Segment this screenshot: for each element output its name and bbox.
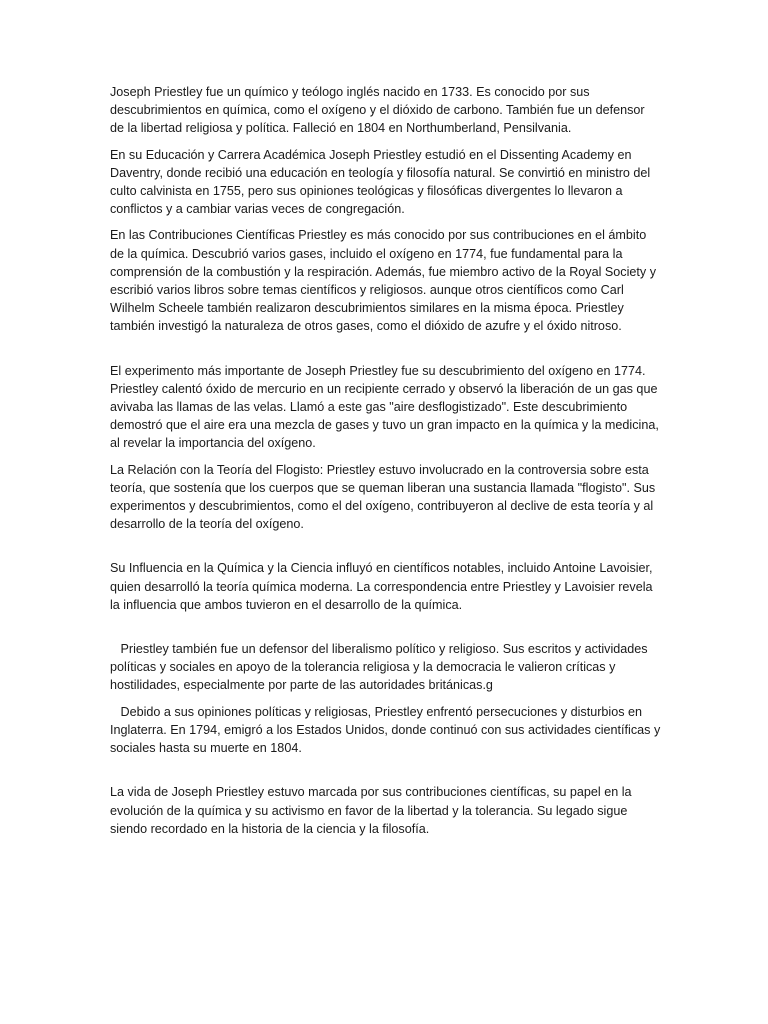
- paragraph-introduction: Joseph Priestley fue un químico y teólogo inglés nacido en 1733. Es conocido por sus descubrimientos en química, como el oxígeno y el dióxido de carbono. También fue un defensor de la libertad religiosa y política. Falleció en 1804 en Northumberland, Pensilvania.: [110, 85, 645, 136]
- document-page: [110, 83, 662, 838]
- paragraph-oxygen-experiment: El experimento más importante de Joseph Priestley fue su descubrimiento del oxígeno en 1774. Priestley calentó óxido de mercurio en un recipiente cerrado y observó la liberación de un gas que avivaba las llamas de las velas. Llamó a este gas "aire desflogistizado". Este descubrimiento demostró que el aire era una mezcla de gases y tuvo un gran impacto en la química y la medicina, al revelar la importancia del oxígeno.: [110, 363, 659, 451]
- paragraph-liberalism: Priestley también fue un defensor del liberalismo político y religioso. Sus escritos y actividades políticas y sociales en apoyo de la tolerancia religiosa y la democracia le valieron críticas y hostilidades, especialmente por parte de las autoridades británicas.g: [110, 642, 652, 693]
- paragraph-phlogiston: La Relación con la Teoría del Flogisto: Priestley estuvo involucrado en la controversia sobre esta teoría, que sostenía que los cuerpos que se queman liberan una sustancia llamada "flogisto". Sus experimentos y descubrimientos, como el del oxígeno, contribuyeron al declive de esta teoría y al desarrollo de la teoría del oxígeno.: [110, 462, 656, 532]
- paragraph-education: En su Educación y Carrera Académica Joseph Priestley estudió en el Dissenting Academy en Daventry, donde recibió una educación en teología y filosofía natural. Se convirtió en ministro del culto calvinista en 1755, pero sus opiniones teológicas y filosóficas divergentes lo llevaron a conflictos y a cambiar varias veces de congregación.: [110, 147, 651, 217]
- paragraph-persecution: Debido a sus opiniones políticas y religiosas, Priestley enfrentó persecuciones y disturbios en Inglaterra. En 1794, emigró a los Estados Unidos, donde continuó con sus actividades científicas y sociales hasta su muerte en 1804.: [110, 704, 664, 756]
- paragraph-legacy: La vida de Joseph Priestley estuvo marcada por sus contribuciones científicas, su papel en la evolución de la química y su activismo en favor de la libertad y la tolerancia. Su legado sigue siendo recordado en la historia de la ciencia y la filosofía.: [110, 785, 632, 836]
- paragraph-contributions: En las Contribuciones Científicas Priestley es más conocido por sus contribuciones en el ámbito de la química. Descubrió varios gases, incluido el oxígeno en 1774, fue fundamental para la comprensión de la combustión y la respiración. Además, fue miembro activo de la Royal Society y escribió varios libros sobre temas científicos y religiosos. aunque otros científicos como Carl Wilhelm Scheele también realizaron descubrimientos similares en la misma época. Priestley también investigó la naturaleza de otros gases, como el dióxido de azufre y el óxido nitroso.: [110, 228, 656, 334]
- paragraph-influence: Su Influencia en la Química y la Ciencia influyó en científicos notables, incluido Antoine Lavoisier, quien desarrolló la teoría química moderna. La correspondencia entre Priestley y Lavoisier revela la influencia que ambos tuvieron en el desarrollo de la química.: [110, 561, 653, 612]
